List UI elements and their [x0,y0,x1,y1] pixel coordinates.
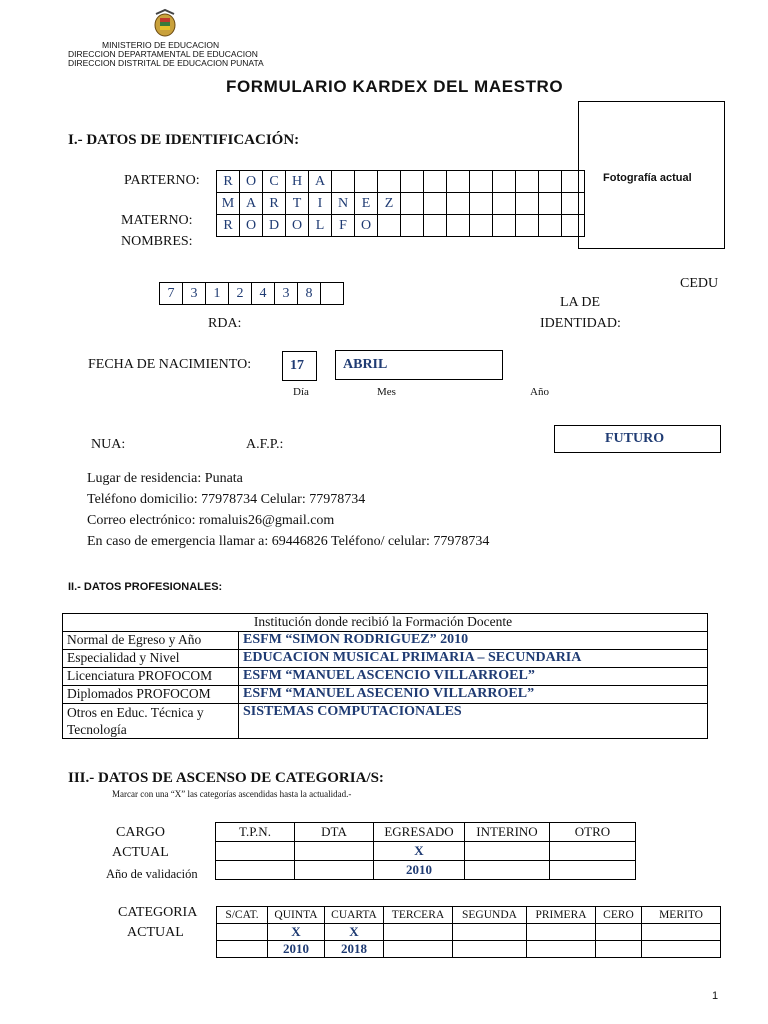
cargo-year [550,861,636,880]
cat-mark [642,924,721,941]
categoria-label: CATEGORIA [118,905,198,920]
table-header: Institución donde recibió la Formación Docente [63,614,708,632]
validacion-label: Año de validación [106,867,198,881]
cargo-year-row [216,861,636,880]
rda-grid [159,282,344,305]
table-header-row [63,614,708,632]
rda-label: RDA: [208,316,242,331]
cargo-col: DTA [295,823,374,842]
rda-digit: 2 [229,283,252,305]
mes-value: ABRIL [343,357,388,372]
emergencia: En caso de emergencia llamar a: 69446826 Teléfono/ celular: 77978734 [87,534,490,549]
cat-year [596,941,642,958]
table-row [63,668,708,686]
row-label: Licenciatura PROFOCOM [63,668,239,686]
afp-label: A.F.P.: [246,437,284,452]
materno-letter: N [332,193,355,215]
cat-mark [217,924,268,941]
cargo-label: CARGO [116,825,166,840]
cedula-label-3: IDENTIDAD: [540,316,621,331]
cat-col: MERITO [642,907,721,924]
photo-label: Fotografía actual [603,172,692,184]
coat-of-arms-icon [150,8,180,38]
actual-label: ACTUAL [112,845,169,860]
row-value: ESFM “MANUEL ASCENCIO VILLARROEL” [239,668,708,686]
row-value: EDUCACION MUSICAL PRIMARIA – SECUNDARIA [239,650,708,668]
cargo-col: OTRO [550,823,636,842]
residencia: Lugar de residencia: Punata [87,471,243,486]
nombres-letter: O [355,215,378,237]
cargo-col: INTERINO [465,823,550,842]
table-row [63,632,708,650]
row-label: Otros en Educ. Técnica y Tecnología [63,704,239,739]
nombres-letter: R [217,215,240,237]
rda-digit: 7 [160,283,183,305]
materno-letter: A [240,193,263,215]
materno-letter: R [263,193,286,215]
paterno-row [217,171,585,193]
row-value: ESFM “SIMON RODRIGUEZ” 2010 [239,632,708,650]
nombres-letter: L [309,215,332,237]
rda-digit [321,283,344,305]
cargo-year [465,861,550,880]
cat-year [384,941,453,958]
cat-col: PRIMERA [527,907,596,924]
row-label: Diplomados PROFOCOM [63,686,239,704]
header-district: DIRECCION DISTRITAL DE EDUCACION PUNATA [68,58,264,68]
row-label: Especialidad y Nivel [63,650,239,668]
cat-mark [453,924,527,941]
section1-heading: I.- DATOS DE IDENTIFICACIÓN: [68,132,300,148]
nombres-letter: F [332,215,355,237]
mes-label: Mes [377,386,396,398]
nombres-letter: D [263,215,286,237]
cat-year [217,941,268,958]
cargo-year: 2010 [374,861,465,880]
afp-value: FUTURO [605,431,665,446]
header-ministry: MINISTERIO DE EDUCACION [102,40,220,50]
cat-mark-row [217,924,721,941]
cargo-header-row [216,823,636,842]
cat-year [642,941,721,958]
dia-label: Día [293,386,309,398]
cat-col: QUINTA [268,907,325,924]
paterno-letter: H [286,171,309,193]
row-value: ESFM “MANUEL ASECENIO VILLARROEL” [239,686,708,704]
cat-year-row [217,941,721,958]
cargo-col: T.P.N. [216,823,295,842]
cat-mark: X [325,924,384,941]
cat-mark [596,924,642,941]
cargo-mark-row [216,842,636,861]
section2-heading: II.- DATOS PROFESIONALES: [68,581,223,593]
cargo-mark [465,842,550,861]
materno-label: MATERNO: [121,213,193,228]
materno-letter: M [217,193,240,215]
cat-year [453,941,527,958]
rda-digit: 1 [206,283,229,305]
materno-row [217,193,585,215]
cat-col: TERCERA [384,907,453,924]
cedula-label-2: LA DE [560,295,601,310]
cargo-col: EGRESADO [374,823,465,842]
cargo-mark [295,842,374,861]
paterno-letter: O [240,171,263,193]
cat-col: S/CAT. [217,907,268,924]
row-label: Normal de Egreso y Año [63,632,239,650]
paterno-letter: A [309,171,332,193]
rda-digit: 4 [252,283,275,305]
nombres-letter: O [286,215,309,237]
cat-mark [384,924,453,941]
rda-digit: 3 [183,283,206,305]
paterno-letter: R [217,171,240,193]
materno-letter: E [355,193,378,215]
rda-digit: 8 [298,283,321,305]
professional-table [62,613,708,739]
cat-mark: X [268,924,325,941]
paterno-label: PARTERNO: [124,173,200,188]
cargo-mark [216,842,295,861]
paterno-letter: C [263,171,286,193]
cedula-label-1: CEDU [680,276,719,291]
page-number: 1 [712,990,719,1002]
cat-mark [527,924,596,941]
row-value: SISTEMAS COMPUTACIONALES [239,704,708,739]
dia-value: 17 [290,358,304,373]
nombres-row [217,215,585,237]
cargo-year [295,861,374,880]
cat-col: CUARTA [325,907,384,924]
categoria-table [216,906,721,958]
section3-instruction: Marcar con una “X” las categorías ascendidas hasta la actualidad.- [112,789,352,799]
page-title: FORMULARIO KARDEX DEL MAESTRO [226,77,564,96]
nua-label: NUA: [91,437,126,452]
fecha-label: FECHA DE NACIMIENTO: [88,357,252,372]
table-row [63,704,708,739]
cargo-table [215,822,636,880]
materno-letter: I [309,193,332,215]
table-row [63,650,708,668]
cat-col: SEGUNDA [453,907,527,924]
mes-box [335,350,503,380]
materno-letter: T [286,193,309,215]
correo: Correo electrónico: romaluis26@gmail.com [87,513,335,528]
cat-col: CERO [596,907,642,924]
materno-letter: Z [378,193,401,215]
name-grid [216,170,585,237]
dia-box [282,351,317,381]
cat-header-row [217,907,721,924]
cargo-year [216,861,295,880]
cat-year: 2010 [268,941,325,958]
telefono: Teléfono domicilio: 77978734 Celular: 77978734 [87,492,366,507]
categoria-actual-label: ACTUAL [127,925,184,940]
cat-year: 2018 [325,941,384,958]
cargo-mark: X [374,842,465,861]
rda-digit: 3 [275,283,298,305]
table-row [63,686,708,704]
cat-year [527,941,596,958]
photo-box [578,101,725,249]
section3-heading: III.- DATOS DE ASCENSO DE CATEGORIA/S: [68,770,384,786]
nombres-label: NOMBRES: [121,234,193,249]
afp-box [554,425,721,453]
anio-label: Año [530,386,549,398]
nombres-letter: O [240,215,263,237]
cargo-mark [550,842,636,861]
header-departmental: DIRECCION DEPARTAMENTAL DE EDUCACION [68,49,258,59]
